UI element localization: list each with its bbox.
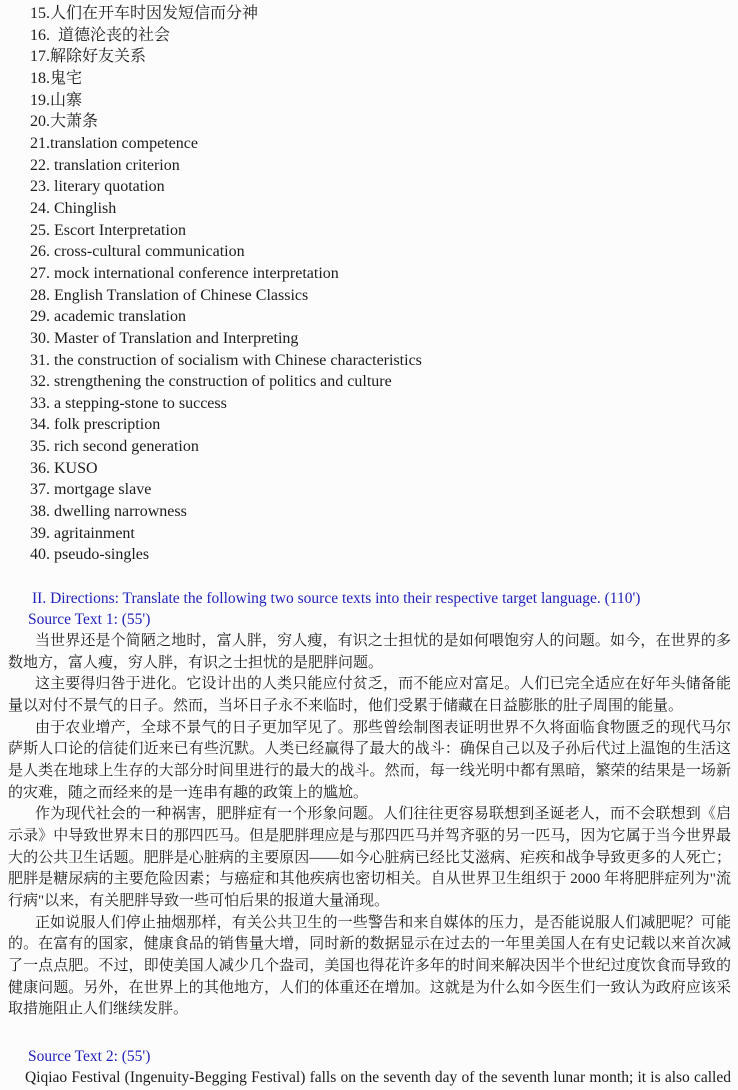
- term-list-item-18: 18.鬼宅: [30, 69, 83, 87]
- term-list-item-33: 33. a stepping-stone to success: [30, 394, 227, 412]
- source-text-1-paragraph: 作为现代社会的一种祸害，肥胖症有一个形象问题。人们往往更容易联想到圣诞老人，而不会联想到《启示录》中导致世界末日的那四匹马。但是肥胖理应是与那四匹马并驾齐驱的另一匹马，因为它属于当今世界最大的公共卫生话题。肥胖是心脏病的主要原因——如今心脏病已经比艾滋病、疟疾和战争导致更多的人死亡；肥胖是糖尿病的主要危险因素；与癌症和其他疾病也密切相关。自从世界卫生组织于 2000 年将肥胖症列为"流行病"以来，有关肥胖导致一些可怕后果的报道大量涌现。: [8, 806, 731, 909]
- term-list-item-25: 25. Escort Interpretation: [30, 221, 186, 239]
- term-list-item-19: 19.山寨: [30, 91, 83, 109]
- term-list-item-36: 36. KUSO: [30, 459, 98, 477]
- term-list-item-20: 20.大萧条: [30, 113, 99, 131]
- term-list-item-40: 40. pseudo-singles: [30, 546, 150, 564]
- term-list-item-27: 27. mock international conference interpretation: [30, 264, 339, 282]
- term-list-item-22: 22. translation criterion: [30, 156, 180, 174]
- term-list-item-38: 38. dwelling narrowness: [30, 503, 187, 521]
- source-text-2-body: [0, 1067, 738, 1089]
- term-list-item-17: 17.解除好友关系: [30, 48, 147, 66]
- term-list-item-35: 35. rich second generation: [30, 438, 199, 456]
- term-list-item-31: 31. the construction of socialism with Chinese characteristics: [30, 351, 422, 369]
- source-text-1-paragraph: 这主要得归咎于进化。它设计出的人类只能应付贫乏，而不能应对富足。人们已完全适应在好年头储备能量以对付不景气的日子。然而，当坏日子永不来临时，他们受累于储藏在日益膨胀的肚子周围的能量。: [8, 676, 731, 714]
- term-list-item-15: 15.人们在开车时因发短信而分神: [30, 5, 259, 22]
- source-text-1-label: Source Text 1: (55'): [28, 611, 151, 629]
- term-list-item-32: 32. strengthening the construction of politics and culture: [30, 373, 392, 391]
- term-list-item-23: 23. literary quotation: [30, 178, 165, 196]
- term-list-item-28: 28. English Translation of Chinese Classics: [30, 286, 309, 304]
- source-text-2-label: Source Text 2: (55'): [28, 1047, 151, 1065]
- source-text-2-paragraph: Qiqiao Festival (Ingenuity-Begging Festival) falls on the seventh day of the seventh lunar month; it is also called: [25, 1069, 731, 1087]
- term-list-item-21: 21.translation competence: [30, 134, 198, 152]
- term-list-item-29: 29. academic translation: [30, 308, 186, 326]
- section-ii-directions-heading: II. Directions: Translate the following two source texts into their respective target language. (110'): [32, 589, 641, 607]
- source-text-1-body: [0, 631, 738, 1021]
- source-text-1-paragraph: 由于农业增产，全球不景气的日子更加罕见了。那些曾绘制图表证明世界不久将面临食物匮乏的现代马尔萨斯人口论的信徒们近来已有些沉默。人类已经赢得了最大的战斗：确保自己以及子孙后代过上温饱的生活这是人类在地球上生存的大部分时间里进行的最大的战斗。然而，每一线光明中都有黑暗，繁荣的结果是一场新的灾难，随之而经来的是一连串有趣的政策上的尴尬。: [8, 719, 731, 801]
- term-list-item-37: 37. mortgage slave: [30, 481, 152, 499]
- term-list-item-30: 30. Master of Translation and Interpreting: [30, 329, 299, 347]
- source-text-1-paragraph: 正如说服人们停止抽烟那样，有关公共卫生的一些警告和来自媒体的压力，是否能说服人们减肥呢？可能的。在富有的国家，健康食品的销售量大增，同时新的数据显示在过去的一年里美国人在有史记载以来首次减了一点点肥。不过，即使美国人减少几个盎司，美国也得花许多年的时间来解决因半个世纪过度饮食而导致的健康问题。另外，在世界上的其他地方，人们的体重还在增加。这就是为什么如今医生们一致认为政府应该采取措施阻止人们继续发胖。: [8, 914, 731, 1018]
- term-list-item-24: 24. Chinglish: [30, 199, 117, 217]
- term-list-item-34: 34. folk prescription: [30, 416, 161, 434]
- term-list-item-16: 16. 道德沦丧的社会: [30, 26, 171, 44]
- term-list-item-39: 39. agritainment: [30, 524, 135, 542]
- source-text-1-paragraph: 当世界还是个简陋之地时，富人胖，穷人瘦，有识之士担忧的是如何喂饱穷人的问题。如今，在世界的多数地方，富人瘦，穷人胖，有识之士担忧的是肥胖问题。: [8, 633, 731, 671]
- term-list-item-26: 26. cross-cultural communication: [30, 243, 245, 261]
- term-list: [30, 3, 738, 566]
